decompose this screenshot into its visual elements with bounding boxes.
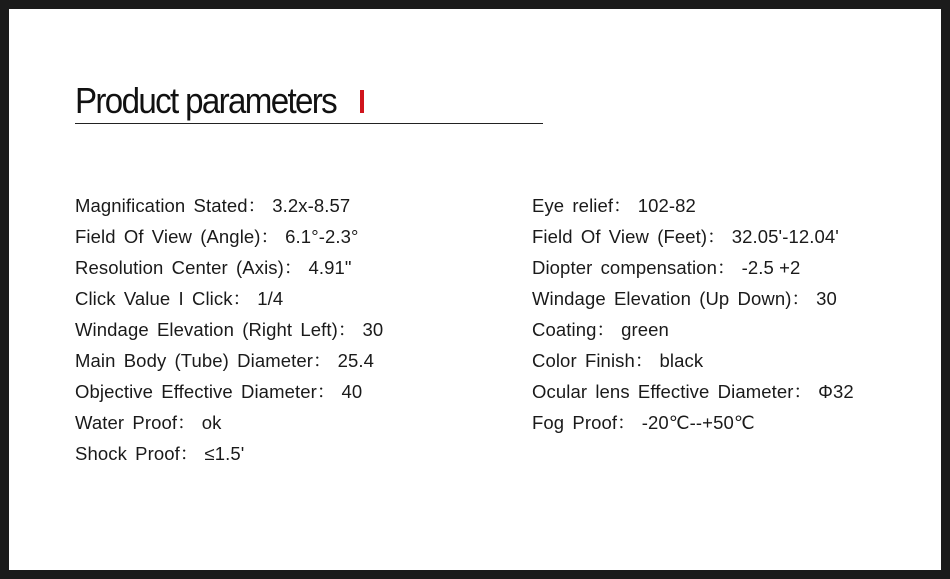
param-separator: ： — [716, 257, 736, 278]
param-shock-proof — [75, 438, 383, 469]
param-label: Field Of View (Angle) — [75, 226, 261, 247]
param-separator: ： — [707, 226, 726, 247]
param-separator: ： — [247, 195, 267, 216]
param-separator: ： — [260, 226, 280, 247]
page-title: Product parameters — [75, 80, 337, 121]
param-value: green — [621, 319, 669, 340]
title-block — [75, 77, 359, 125]
param-label: Field Of View (Feet) — [532, 226, 708, 247]
title-accent-bar — [360, 90, 364, 113]
param-separator: ： — [283, 257, 303, 278]
param-separator: ： — [613, 195, 632, 216]
param-value: 32.05'-12.04' — [731, 226, 839, 247]
param-value: ≤1.5' — [204, 443, 245, 464]
param-label: Shock Proof — [75, 443, 180, 464]
param-label: Coating — [532, 319, 597, 340]
param-water-proof — [75, 407, 383, 438]
param-separator: ： — [793, 381, 813, 402]
param-separator: ： — [177, 412, 196, 433]
param-field-of-view-angle — [75, 221, 383, 252]
param-label: Magnification Stated — [75, 195, 248, 216]
param-separator: ： — [313, 350, 332, 371]
param-value: 25.4 — [337, 350, 375, 371]
param-fog-proof — [532, 407, 854, 438]
param-separator: ： — [337, 319, 357, 340]
param-label: Windage Elevation (Right Left) — [75, 319, 338, 340]
param-label: Water Proof — [75, 412, 178, 433]
param-windage-elevation-up-down — [532, 283, 854, 314]
param-value: 1/4 — [257, 288, 284, 309]
param-value: black — [659, 350, 704, 371]
params-list-right — [532, 190, 854, 438]
param-separator: ： — [316, 381, 336, 402]
param-value: 4.91" — [308, 257, 352, 278]
param-separator: ： — [232, 288, 252, 309]
param-value: 40 — [341, 381, 363, 402]
param-separator: ： — [617, 412, 636, 433]
param-value: 3.2x-8.57 — [272, 195, 351, 216]
param-click-value — [75, 283, 383, 314]
param-objective-diameter — [75, 376, 383, 407]
param-value: 102-82 — [637, 195, 696, 216]
product-parameters-panel — [9, 9, 941, 570]
param-label: Eye relief — [532, 195, 614, 216]
param-label: Resolution Center (Axis) — [75, 257, 284, 278]
params-list-left — [75, 190, 383, 469]
param-eye-relief — [532, 190, 854, 221]
param-label: Windage Elevation (Up Down) — [532, 288, 792, 309]
param-label: Main Body (Tube) Diameter — [75, 350, 314, 371]
param-label: Color Finish — [532, 350, 635, 371]
param-separator: ： — [179, 443, 199, 464]
param-value: Φ32 — [818, 381, 854, 402]
title-divider — [75, 123, 543, 124]
param-separator: ： — [791, 288, 811, 309]
param-ocular-diameter — [532, 376, 854, 407]
param-magnification-stated — [75, 190, 383, 221]
param-value: -20℃--+50℃ — [641, 412, 755, 433]
param-value: ok — [201, 412, 222, 433]
param-coating — [532, 314, 854, 345]
param-color-finish — [532, 345, 854, 376]
param-field-of-view-feet — [532, 221, 854, 252]
param-label: Fog Proof — [532, 412, 618, 433]
param-label: Click Value I Click — [75, 288, 233, 309]
param-separator: ： — [596, 319, 616, 340]
param-label: Objective Effective Diameter — [75, 381, 317, 402]
param-resolution-center — [75, 252, 383, 283]
param-value: 30 — [816, 288, 837, 309]
param-diopter-compensation — [532, 252, 854, 283]
param-tube-diameter — [75, 345, 383, 376]
param-windage-elevation-right-left — [75, 314, 383, 345]
param-value: -2.5 +2 — [741, 257, 801, 278]
param-value: 30 — [362, 319, 384, 340]
param-label: Diopter compensation — [532, 257, 717, 278]
param-separator: ： — [634, 350, 654, 371]
param-label: Ocular lens Effective Diameter — [532, 381, 794, 402]
param-value: 6.1°-2.3° — [285, 226, 359, 247]
